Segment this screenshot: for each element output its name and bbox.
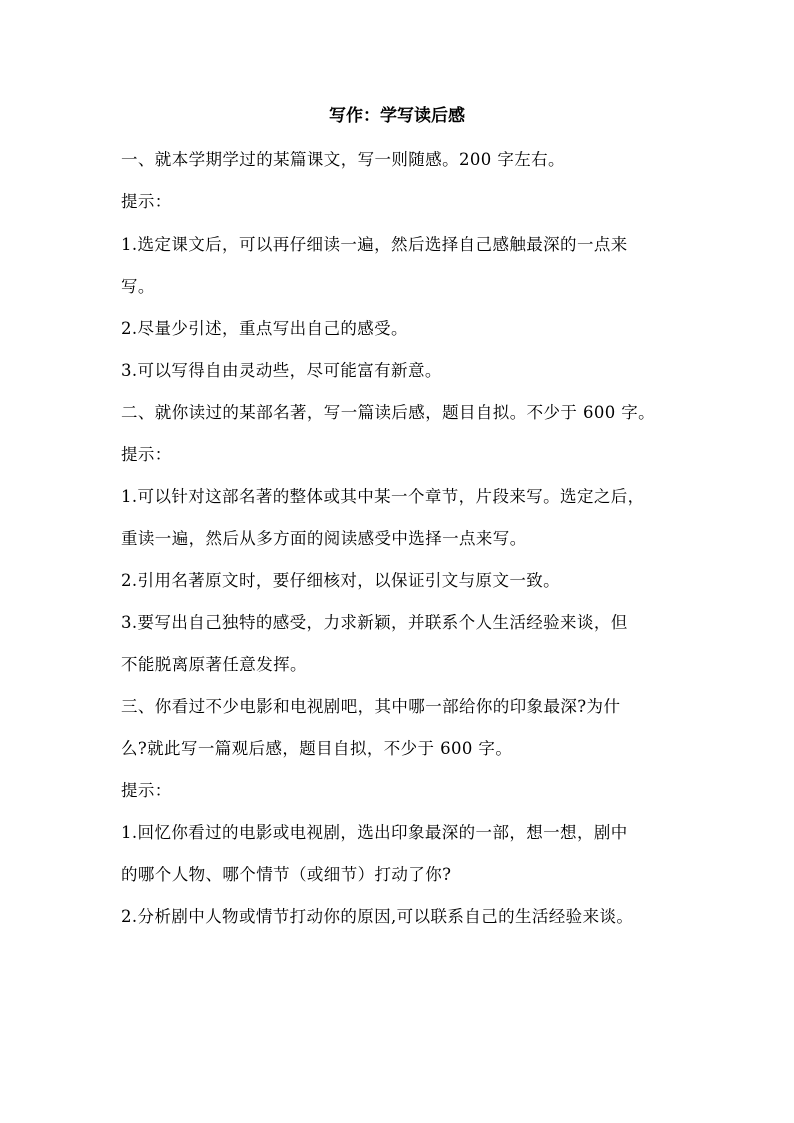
task-3-hint-label: 提示： [121, 781, 172, 800]
task-2-prompt: 二、就你读过的某部名著，写一篇读后感，题目自拟。不少于 600 字。 [121, 403, 656, 422]
task-2-hint-1-cont: 重读一遍，然后从多方面的阅读感受中选择一点来写。 [121, 529, 527, 548]
document-title: 写作：学写读后感 [329, 106, 465, 126]
task-2-hint-3: 3.要写出自己独特的感受，力求新颖，并联系个人生活经验来谈，但 [121, 613, 628, 632]
task-3-hint-1: 1.回忆你看过的电影或电视剧，选出印象最深的一部，想一想，剧中 [121, 823, 628, 842]
task-2-hint-3-cont: 不能脱离原著任意发挥。 [121, 655, 307, 674]
task-3-hint-2: 2.分析剧中人物或情节打动你的原因,可以联系自己的生活经验来谈。 [121, 907, 634, 926]
task-1-hint-1: 1.选定课文后，可以再仔细读一遍，然后选择自己感触最深的一点来 [121, 235, 628, 254]
task-2-hint-label: 提示： [121, 445, 172, 464]
task-2-hint-2: 2.引用名著原文时，要仔细核对，以保证引文与原文一致。 [121, 571, 561, 590]
task-1-hint-1-cont: 写。 [121, 277, 155, 296]
task-1-hint-3: 3.可以写得自由灵动些，尽可能富有新意。 [121, 361, 442, 380]
task-1-prompt: 一、就本学期学过的某篇课文，写一则随感。200 字左右。 [121, 150, 565, 169]
task-1-hint-label: 提示： [121, 192, 172, 211]
task-3-prompt-cont: 么?就此写一篇观后感，题目自拟，不少于 600 字。 [121, 739, 513, 758]
task-1-hint-2: 2.尽量少引述，重点写出自己的感受。 [121, 319, 408, 338]
task-2-hint-1: 1.可以针对这部名著的整体或其中某一个章节，片段来写。选定之后， [121, 487, 645, 506]
task-3-prompt: 三、你看过不少电影和电视剧吧，其中哪一部给你的印象最深?为什 [121, 697, 621, 716]
task-3-hint-1-cont: 的哪个人物、哪个情节（或细节）打动了你? [121, 865, 452, 884]
